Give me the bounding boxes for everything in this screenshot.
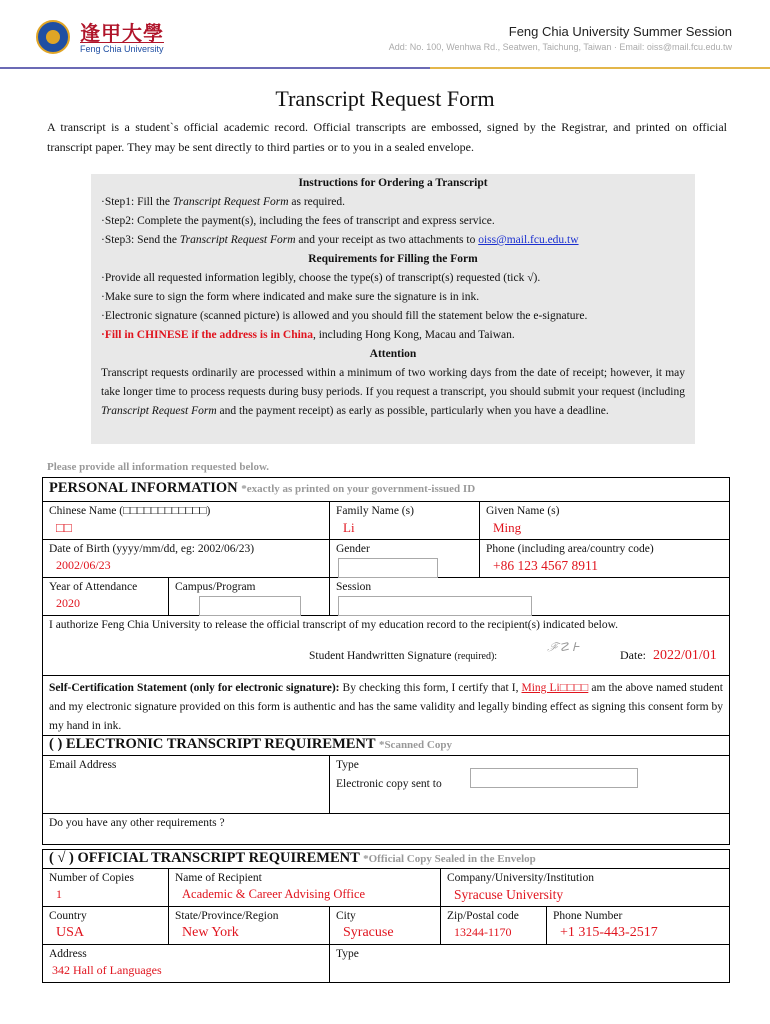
personal-section-header: PERSONAL INFORMATION *exactly as printed on your government-issued ID [42,477,730,502]
dob-field[interactable]: Date of Birth (yyyy/mm/dd, eg: 2002/06/23) 2002/06/23 [49,543,255,572]
self-cert-name[interactable]: Ming Li□□□□ [521,682,589,694]
copies-field[interactable]: Number of Copies 1 [49,872,134,901]
step-1: ·Step1: Fill the Transcript Request Form as required. [101,196,346,208]
email-link[interactable]: oiss@mail.fcu.edu.tw [478,234,579,246]
page-title: Transcript Request Form [275,86,495,111]
header-title: Feng Chia University Summer Session [508,24,732,39]
session-field[interactable]: Session [329,578,729,615]
family-name-field[interactable]: Family Name (s) Li [329,502,479,539]
requirement-2: ·Make sure to sign the form where indicated and make sure the signature is in ink. [101,291,480,303]
heading-filling: Requirements for Filling the Form [308,253,478,265]
page-header [0,0,770,70]
gender-input[interactable] [338,558,438,578]
campus-input[interactable] [199,596,301,616]
authorize-row [42,616,730,676]
electronic-type-field: Type Electronic copy sent to [329,756,729,813]
address-row [42,945,730,983]
gender-field[interactable]: Gender [329,540,479,577]
names-row [42,502,730,540]
other-requirements-field[interactable]: Do you have any other requirements ? [49,817,225,829]
sent-to-label: Electronic copy sent to [336,778,442,790]
header-divider-accent [430,67,770,69]
company-field[interactable]: Company/University/Institution Syracuse University [440,869,729,906]
header-address: Add: No. 100, Wenhwa Rd., Seatwen, Taichung, Taiwan · Email: oiss@mail.fcu.edu.tw [388,42,732,52]
recipient-field[interactable]: Name of Recipient Academic & Career Advising Office [168,869,440,906]
zip-field[interactable]: Zip/Postal code 13244-1170 [440,907,546,944]
chinese-name-field[interactable]: Chinese Name (□□□□□□□□□□□□) □□ [49,505,211,535]
electronic-section-header: ( ) ELECTRONIC TRANSCRIPT REQUIREMENT *Scanned Copy [42,736,730,756]
logo-chinese: 逢甲大學 [80,21,164,45]
university-seal-icon [36,20,70,54]
date-field[interactable]: Date: 2022/01/01 [620,648,717,663]
given-name-field[interactable]: Given Name (s) Ming [479,502,729,539]
recipient-row [42,869,730,907]
requirement-1: ·Provide all requested information legibly, choose the type(s) of transcript(s) requested (tick √). [101,272,541,284]
dob-row [42,540,730,578]
sent-to-input[interactable] [470,768,638,788]
self-cert-statement: Self-Certification Statement (only for electronic signature): By checking this form, I certify that I, Ming Li□□□□ am the above named student and my electronic signature provided on this form is authentic and has the same validity and legally binding effect as signing this consent form by my hand in ink. [49,682,723,732]
phone-field[interactable]: Phone (including area/country code) +86 123 4567 8911 [479,540,729,577]
intro-paragraph: A transcript is a student`s official academic record. Official transcripts are embossed, signed by the Registrar, and printed on official transcript paper. They may be sent directly to third parties or to you in a sealed envelope. [47,120,727,154]
signature-label: Student Handwritten Signature (required): [309,650,498,662]
self-cert-row [42,676,730,736]
electronic-row [42,756,730,814]
state-field[interactable]: State/Province/Region New York [168,907,329,944]
other-requirements-row [42,814,730,845]
year-field[interactable]: Year of Attendance 2020 [49,581,138,610]
step-3: ·Step3: Send the Transcript Request Form and your receipt as two attachments to oiss@mail.fcu.edu.tw [101,234,579,246]
heading-attention: Attention [369,348,417,360]
request-form [42,477,730,983]
campus-field[interactable]: Campus/Program [168,578,329,615]
instructions-box [91,174,695,444]
step-2: ·Step2: Complete the payment(s), including the fees of transcript and express service. [101,215,495,227]
official-section-header: ( √ ) OFFICIAL TRANSCRIPT REQUIREMENT *Official Copy Sealed in the Envelop [42,849,730,869]
city-field[interactable]: City Syracuse [329,907,440,944]
recipient-phone-field[interactable]: Phone Number +1 315-443-2517 [546,907,729,944]
email-field[interactable]: Email Address [49,759,117,771]
signature-image[interactable]: ℱ☡ Ꮀ [547,640,579,654]
requirement-4: ·Fill in CHINESE if the address is in China, including Hong Kong, Macau and Taiwan. [101,329,515,341]
heading-ordering: Instructions for Ordering a Transcript [298,177,488,189]
attendance-row [42,578,730,616]
logo-english: Feng Chia University [80,44,164,54]
attention-text: Transcript requests ordinarily are processed within a minimum of two working days from the date of receipt; however, it may take longer time to process requests during busy periods. If you request a transcript, you should submit your request (including Transcript Request Form and the payment receipt) as early as possible, particularly when you have a deadline. [101,367,685,417]
location-row [42,907,730,945]
country-field[interactable]: Country USA [49,910,87,940]
session-input[interactable] [338,596,532,616]
address-field[interactable]: Address 342 Hall of Languages [49,948,162,977]
please-note: Please provide all information requested below. [47,461,270,473]
requirement-3: ·Electronic signature (scanned picture) is allowed and you should fill the statement below the e-signature. [101,310,588,322]
authorize-text: I authorize Feng Chia University to release the official transcript of my education record to the recipient(s) indicated below. [49,619,619,631]
official-type-field[interactable]: Type [329,945,729,982]
